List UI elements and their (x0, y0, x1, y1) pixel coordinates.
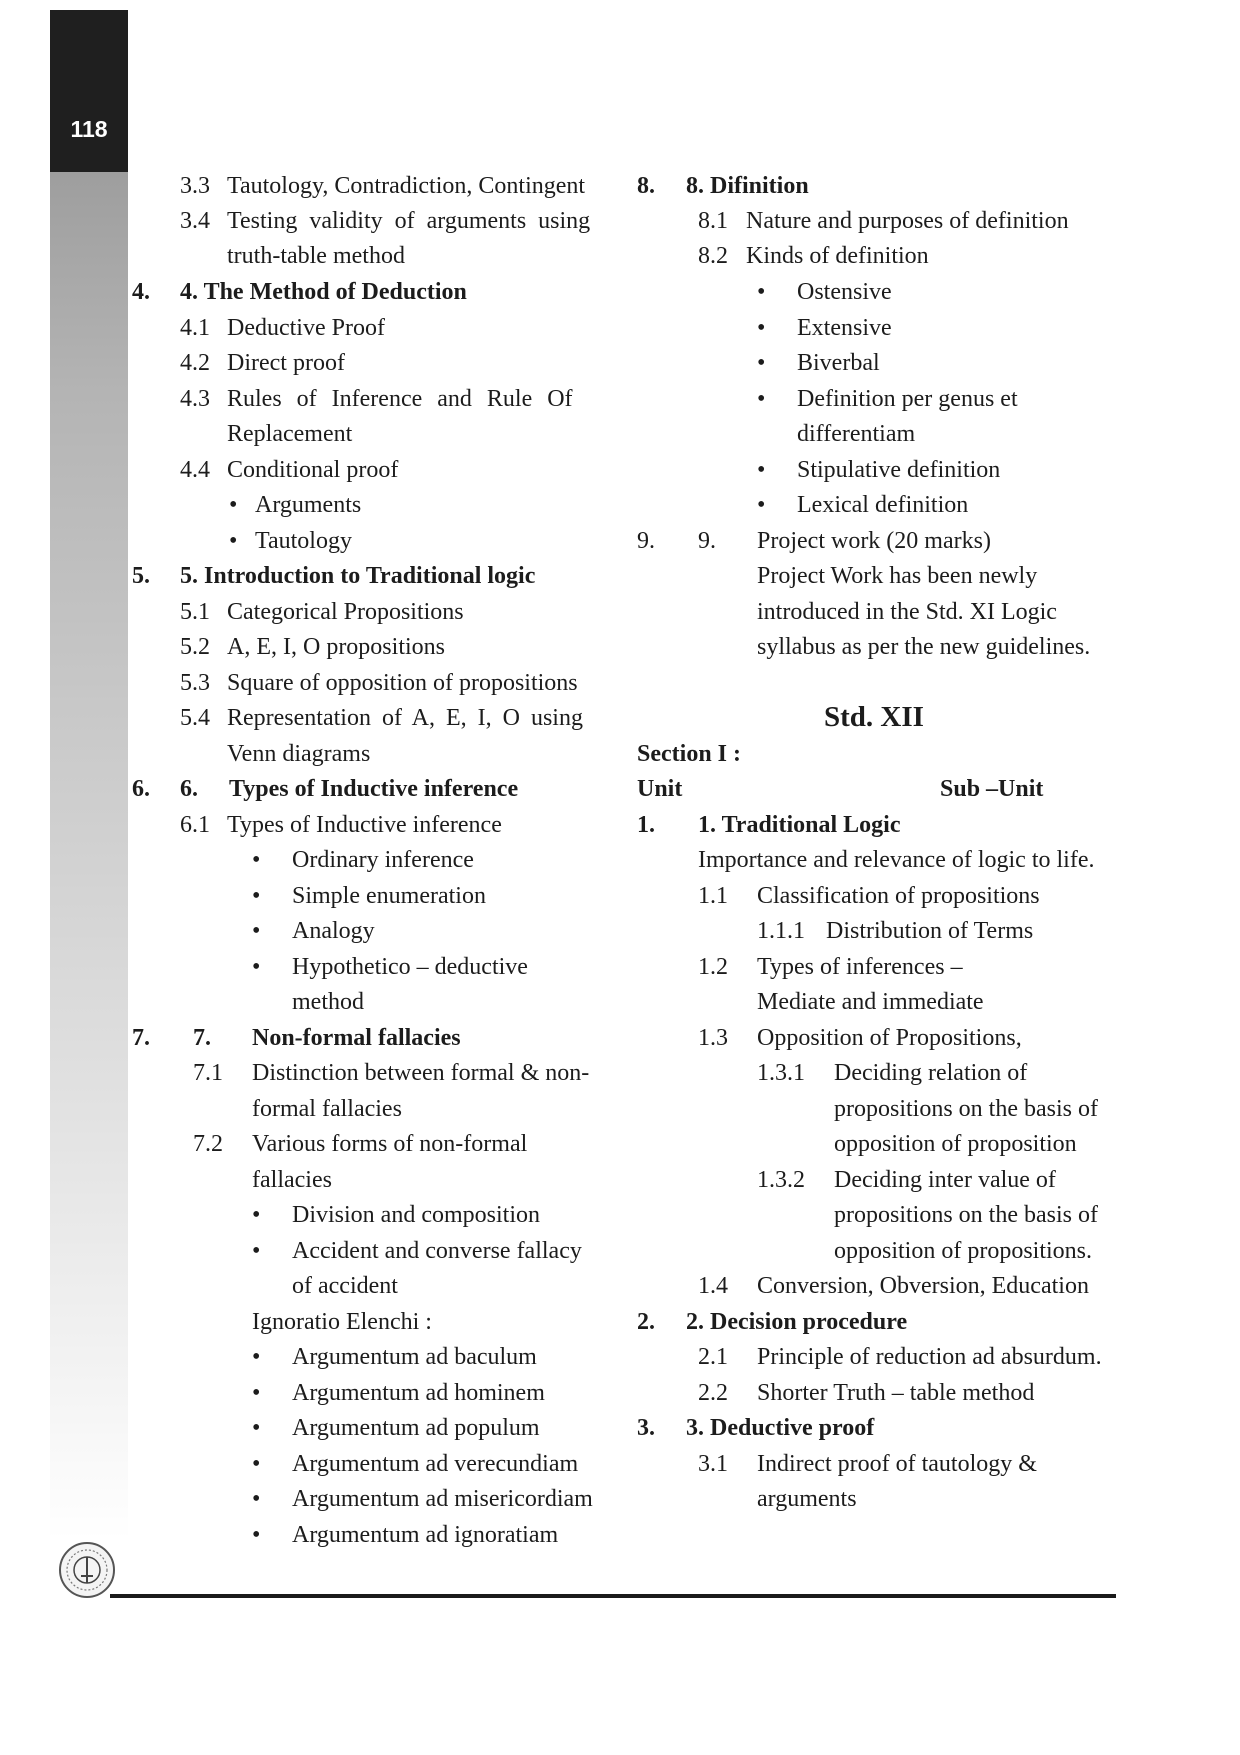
section-1-1-1-number: 1.1.1 (757, 918, 805, 944)
section-1-4-number: 1.4 (698, 1273, 728, 1299)
unit-5-1-number: 5.1 (180, 599, 210, 625)
section-2-2-text: Shorter Truth – table method (757, 1380, 1035, 1406)
unit-4-2-number: 4.2 (180, 350, 210, 376)
unit-4-3-continued: Replacement (227, 421, 353, 447)
bullet-icon: • (757, 386, 766, 412)
unit-7-bullet-accident-continued: of accident (292, 1273, 398, 1299)
section-1-3-2-number: 1.3.2 (757, 1167, 805, 1193)
unit-7-bullet-misericordiam: Argumentum ad misericordiam (292, 1486, 593, 1512)
section-3-title: 3. Deductive proof (686, 1415, 875, 1441)
emblem-icon (57, 1540, 117, 1600)
bottom-rule (110, 1594, 1116, 1598)
section-2-1-text: Principle of reduction ad absurdum. (757, 1344, 1102, 1370)
bullet-icon: • (252, 1486, 261, 1512)
unit-6-1-number: 6.1 (180, 812, 210, 838)
section-1-intro: Importance and relevance of logic to life. (698, 847, 1095, 873)
unit-6-bullet-ordinary-inference: Ordinary inference (292, 847, 474, 873)
section-1-3-1-number: 1.3.1 (757, 1060, 805, 1086)
unit-3-3-text: Tautology, Contradiction, Contingent (227, 173, 586, 199)
unit-4-title: 4. The Method of Deduction (180, 279, 467, 305)
unit-4-4-number: 4.4 (180, 457, 210, 483)
unit-8-bullet-genus: Definition per genus et (797, 386, 1018, 412)
unit-6-1-text: Types of Inductive inference (227, 812, 502, 838)
unit-8-number: 8. (637, 173, 655, 199)
unit-7-bullet-populum: Argumentum ad populum (292, 1415, 540, 1441)
section-1-3-text: Opposition of Propositions, (757, 1025, 1022, 1051)
section-1-2-text: Types of inferences – (757, 954, 963, 980)
section-1-2-continued: Mediate and immediate (757, 989, 984, 1015)
unit-5-2-text: A, E, I, O propositions (227, 634, 445, 660)
unit-6-title: Types of Inductive inference (229, 776, 519, 802)
section-1-1-text: Classification of propositions (757, 883, 1040, 909)
unit-7-bullet-division: Division and composition (292, 1202, 540, 1228)
unit-3-4-continued: truth-table method (227, 243, 405, 269)
unit-5-number: 5. (132, 563, 150, 589)
bullet-icon: • (252, 883, 261, 909)
unit-4-3-number: 4.3 (180, 386, 210, 412)
unit-8-bullet-extensive: Extensive (797, 315, 892, 341)
unit-9-line-4: syllabus as per the new guidelines. (757, 634, 1091, 660)
section-2-title: 2. Decision procedure (686, 1309, 908, 1335)
side-bar (50, 10, 128, 1540)
unit-6-bullet-hypothetico: Hypothetico – deductive (292, 954, 528, 980)
unit-7-bullet-verecundiam: Argumentum ad verecundiam (292, 1451, 579, 1477)
section-3-1-continued: arguments (757, 1486, 857, 1512)
section-1-number: 1. (637, 812, 655, 838)
unit-6-number: 6. (132, 776, 150, 802)
section-3-1-text: Indirect proof of tautology & (757, 1451, 1037, 1477)
unit-8-title: 8. Difinition (686, 173, 809, 199)
unit-9-sub-number: 9. (698, 528, 716, 554)
unit-8-bullet-biverbal: Biverbal (797, 350, 880, 376)
unit-9-text: Project work (20 marks) (757, 528, 991, 554)
unit-4-bullet-arguments: Arguments (255, 492, 362, 518)
bullet-icon: • (252, 1451, 261, 1477)
unit-column-label: Unit (637, 776, 683, 802)
unit-7-1-number: 7.1 (193, 1060, 223, 1086)
unit-8-2-text: Kinds of definition (746, 243, 929, 269)
unit-5-3-text: Square of opposition of propositions (227, 670, 578, 696)
section-1-1-number: 1.1 (698, 883, 728, 909)
section-1-3-2-line-2: propositions on the basis of (834, 1202, 1098, 1228)
unit-9-number: 9. (637, 528, 655, 554)
unit-6-sub-number: 6. (180, 776, 198, 802)
page-tab (50, 10, 128, 172)
section-1-3-1-line-3: opposition of proposition (834, 1131, 1077, 1157)
unit-8-2-number: 8.2 (698, 243, 728, 269)
unit-7-1-text: Distinction between formal & non- (252, 1060, 590, 1086)
unit-9-line-3: introduced in the Std. XI Logic (757, 599, 1057, 625)
section-1-3-number: 1.3 (698, 1025, 728, 1051)
unit-4-1-number: 4.1 (180, 315, 210, 341)
page-number: 118 (70, 116, 108, 142)
bullet-icon: • (229, 492, 238, 518)
unit-8-bullet-lexical: Lexical definition (797, 492, 969, 518)
section-2-number: 2. (637, 1309, 655, 1335)
section-label: Section I : (637, 741, 741, 767)
bullet-icon: • (757, 350, 766, 376)
section-1-3-2-text: Deciding inter value of (834, 1167, 1056, 1193)
unit-8-bullet-stipulative: Stipulative definition (797, 457, 1001, 483)
unit-5-1-text: Categorical Propositions (227, 599, 464, 625)
unit-7-2-number: 7.2 (193, 1131, 223, 1157)
bullet-icon: • (252, 918, 261, 944)
unit-7-sub-number: 7. (193, 1025, 211, 1051)
unit-7-title: Non-formal fallacies (252, 1025, 461, 1051)
unit-7-1-continued: formal fallacies (252, 1096, 402, 1122)
unit-6-bullet-simple-enumeration: Simple enumeration (292, 883, 486, 909)
unit-4-4-text: Conditional proof (227, 457, 399, 483)
unit-5-4-text: Representation of A, E, I, O using (227, 705, 583, 731)
bullet-icon: • (229, 528, 238, 554)
unit-3-4-number: 3.4 (180, 208, 210, 234)
section-1-title: 1. Traditional Logic (698, 812, 901, 838)
section-1-2-number: 1.2 (698, 954, 728, 980)
unit-7-2-continued: fallacies (252, 1167, 332, 1193)
unit-5-4-continued: Venn diagrams (227, 741, 371, 767)
unit-6-bullet-hypothetico-continued: method (292, 989, 364, 1015)
section-1-3-1-line-2: propositions on the basis of (834, 1096, 1098, 1122)
unit-7-ignoratio-elenchi: Ignoratio Elenchi : (252, 1309, 432, 1335)
bullet-icon: • (757, 457, 766, 483)
unit-4-2-text: Direct proof (227, 350, 345, 376)
bullet-icon: • (252, 1380, 261, 1406)
unit-7-bullet-accident: Accident and converse fallacy (292, 1238, 582, 1264)
bullet-icon: • (252, 1415, 261, 1441)
bullet-icon: • (252, 954, 261, 980)
bullet-icon: • (252, 1344, 261, 1370)
unit-5-4-number: 5.4 (180, 705, 210, 731)
unit-4-number: 4. (132, 279, 150, 305)
section-2-2-number: 2.2 (698, 1380, 728, 1406)
section-3-number: 3. (637, 1415, 655, 1441)
bullet-icon: • (252, 1238, 261, 1264)
bullet-icon: • (757, 315, 766, 341)
std-xii-heading: Std. XII (824, 701, 924, 733)
unit-4-bullet-tautology: Tautology (255, 528, 352, 554)
unit-7-bullet-ignoratiam: Argumentum ad ignoratiam (292, 1522, 559, 1548)
unit-7-bullet-baculum: Argumentum ad baculum (292, 1344, 537, 1370)
section-1-3-2-line-3: opposition of propositions. (834, 1238, 1093, 1264)
section-1-1-1-text: Distribution of Terms (826, 918, 1034, 944)
unit-7-bullet-hominem: Argumentum ad hominem (292, 1380, 545, 1406)
bullet-icon: • (757, 279, 766, 305)
bullet-icon: • (757, 492, 766, 518)
section-2-1-number: 2.1 (698, 1344, 728, 1370)
section-1-3-1-text: Deciding relation of (834, 1060, 1028, 1086)
unit-8-1-text: Nature and purposes of definition (746, 208, 1069, 234)
unit-6-bullet-analogy: Analogy (292, 918, 375, 944)
unit-4-3-text: Rules of Inference and Rule Of (227, 386, 573, 412)
bullet-icon: • (252, 1522, 261, 1548)
bullet-icon: • (252, 847, 261, 873)
unit-8-bullet-ostensive: Ostensive (797, 279, 892, 305)
unit-8-bullet-genus-continued: differentiam (797, 421, 916, 447)
unit-8-1-number: 8.1 (698, 208, 728, 234)
unit-9-line-2: Project Work has been newly (757, 563, 1038, 589)
section-3-1-number: 3.1 (698, 1451, 728, 1477)
sub-unit-column-label: Sub –Unit (940, 776, 1044, 802)
section-1-4-text: Conversion, Obversion, Education (757, 1273, 1089, 1299)
unit-3-3-number: 3.3 (180, 173, 210, 199)
unit-5-2-number: 5.2 (180, 634, 210, 660)
unit-5-title: 5. Introduction to Traditional logic (180, 563, 536, 589)
unit-7-number: 7. (132, 1025, 150, 1051)
unit-5-3-number: 5.3 (180, 670, 210, 696)
unit-7-2-text: Various forms of non-formal (252, 1131, 528, 1157)
bullet-icon: • (252, 1202, 261, 1228)
unit-3-4-text: Testing validity of arguments using (227, 208, 591, 234)
unit-4-1-text: Deductive Proof (227, 315, 385, 341)
